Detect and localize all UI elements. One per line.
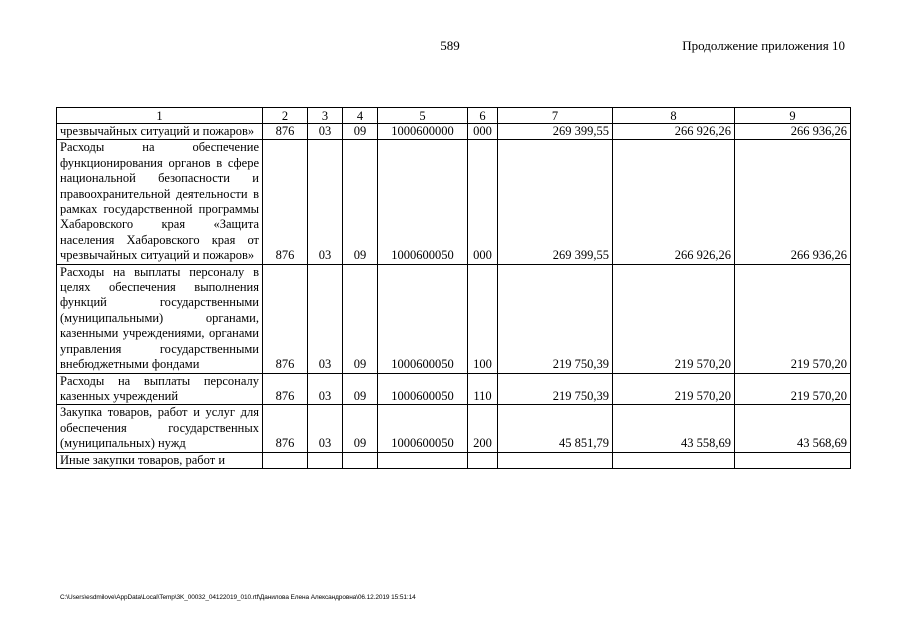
section-code: 03 (308, 124, 343, 140)
section-code: 03 (308, 264, 343, 373)
row-description: Расходы на выплаты персоналу в целях обеспечения выполнения функций государственными (муниципальными) органами, казенными учреждениями, органами управления государственными внебюджетными фондами (57, 264, 263, 373)
target-article-code (378, 452, 468, 468)
target-article-code: 1000600000 (378, 124, 468, 140)
table-row (57, 124, 851, 140)
amount-col9: 43 568,69 (735, 405, 851, 452)
amount-col7: 219 750,39 (498, 373, 613, 405)
page-number: 589 (440, 38, 460, 53)
expense-type-code: 200 (468, 405, 498, 452)
section-code: 03 (308, 373, 343, 405)
row-description: Расходы на обеспечение функционирования органов в сфере национальной безопасности и правоохранительной деятельности в рамках государственной программы Хабаровского края «Защита населения Хабаровского края от чрезвычайных ситуаций и пожаров» (57, 140, 263, 264)
ministry-code: 876 (263, 405, 308, 452)
amount-col7: 269 399,55 (498, 124, 613, 140)
amount-col9: 219 570,20 (735, 373, 851, 405)
row-description: Расходы на выплаты персоналу казенных учреждений (57, 373, 263, 405)
ministry-code (263, 452, 308, 468)
amount-col9 (735, 452, 851, 468)
subsection-code: 09 (343, 405, 378, 452)
amount-col7 (498, 452, 613, 468)
row-description: чрезвычайных ситуаций и пожаров» (57, 124, 263, 140)
amount-col9: 266 936,26 (735, 140, 851, 264)
row-description: Закупка товаров, работ и услуг для обеспечения государственных (муниципальных) нужд (57, 405, 263, 452)
column-header: 6 (468, 108, 498, 124)
amount-col8: 266 926,26 (613, 140, 735, 264)
column-header: 4 (343, 108, 378, 124)
subsection-code: 09 (343, 124, 378, 140)
amount-col8: 43 558,69 (613, 405, 735, 452)
amount-col8 (613, 452, 735, 468)
amount-col9: 219 570,20 (735, 264, 851, 373)
expense-type-code: 100 (468, 264, 498, 373)
budget-table (56, 107, 851, 469)
column-header: 2 (263, 108, 308, 124)
target-article-code: 1000600050 (378, 264, 468, 373)
subsection-code: 09 (343, 140, 378, 264)
subsection-code: 09 (343, 373, 378, 405)
column-header: 5 (378, 108, 468, 124)
expense-type-code: 110 (468, 373, 498, 405)
expense-type-code: 000 (468, 124, 498, 140)
ministry-code: 876 (263, 124, 308, 140)
amount-col9: 266 936,26 (735, 124, 851, 140)
file-path-footer: C:\Users\esdmilove\AppData\Local\Temp\3K_00032_04122019_010.rtf\Данилова Елена Александровна\06.12.2019 15:51:14 (60, 594, 416, 601)
subsection-code (343, 452, 378, 468)
row-description: Иные закупки товаров, работ и (57, 452, 263, 468)
expense-type-code (468, 452, 498, 468)
column-header: 8 (613, 108, 735, 124)
target-article-code: 1000600050 (378, 405, 468, 452)
section-code: 03 (308, 405, 343, 452)
section-code: 03 (308, 140, 343, 264)
table-row (57, 405, 851, 452)
target-article-code: 1000600050 (378, 373, 468, 405)
table-row (57, 373, 851, 405)
column-header: 9 (735, 108, 851, 124)
amount-col7: 269 399,55 (498, 140, 613, 264)
table-row (57, 140, 851, 264)
amount-col7: 219 750,39 (498, 264, 613, 373)
appendix-continuation-label: Продолжение приложения 10 (682, 38, 845, 53)
expense-type-code: 000 (468, 140, 498, 264)
amount-col8: 219 570,20 (613, 264, 735, 373)
column-header: 7 (498, 108, 613, 124)
column-header: 1 (57, 108, 263, 124)
ministry-code: 876 (263, 140, 308, 264)
target-article-code: 1000600050 (378, 140, 468, 264)
ministry-code: 876 (263, 264, 308, 373)
amount-col8: 219 570,20 (613, 373, 735, 405)
subsection-code: 09 (343, 264, 378, 373)
amount-col8: 266 926,26 (613, 124, 735, 140)
ministry-code: 876 (263, 373, 308, 405)
table-row (57, 452, 851, 468)
table-row (57, 264, 851, 373)
amount-col7: 45 851,79 (498, 405, 613, 452)
column-header: 3 (308, 108, 343, 124)
table-header-row (57, 108, 851, 124)
section-code (308, 452, 343, 468)
